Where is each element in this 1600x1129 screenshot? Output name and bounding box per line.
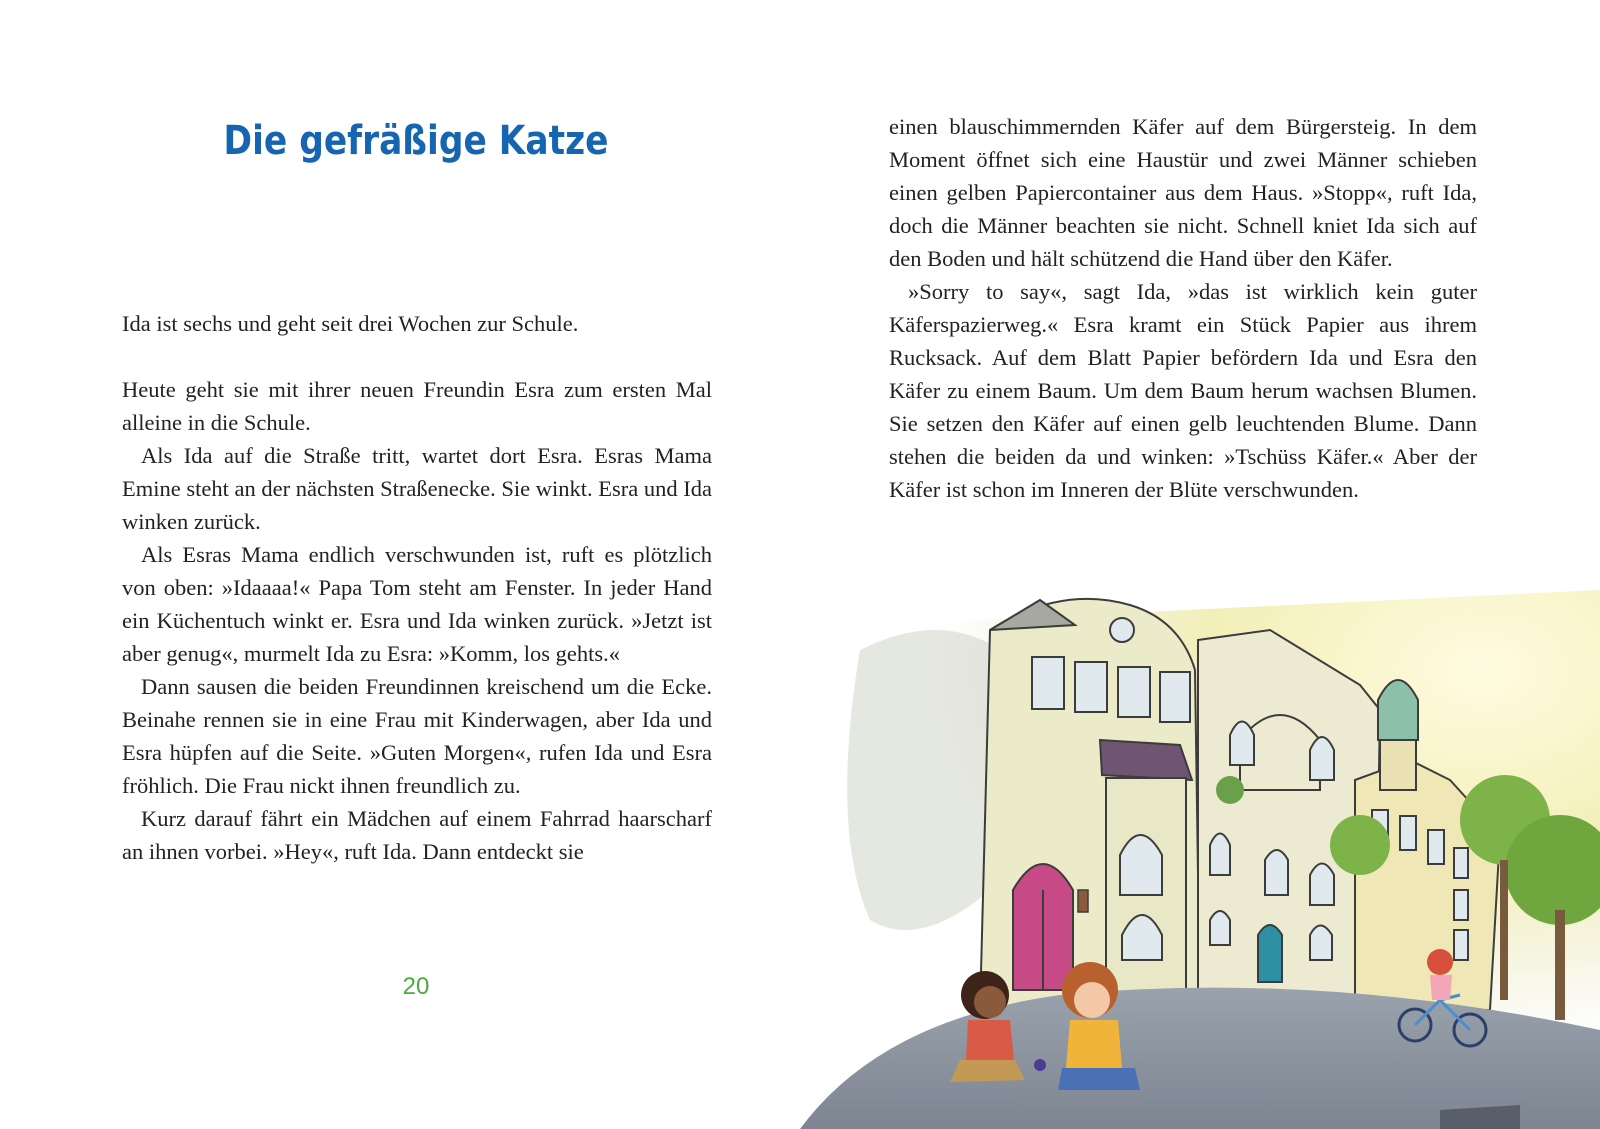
left-body-text (122, 307, 712, 868)
right-body-text (889, 110, 1477, 506)
paragraph: Heute geht sie mit ihrer neuen Freundin Esra zum ersten Mal alleine in die Schule. (122, 377, 712, 435)
beetle (1034, 1059, 1046, 1071)
paragraph: Als Ida auf die Straße tritt, wartet dort Esra. Esras Mama Emine steht an der nächsten Straßenecke. Sie winkt. Esra und Ida winken zurück. (122, 443, 712, 534)
paragraph: Ida ist sechs und geht seit drei Wochen zur Schule. (122, 311, 579, 336)
chapter-title: Die gefräßige Katze (223, 118, 609, 164)
paragraph: Als Esras Mama endlich verschwunden ist, ruft es plötzlich von oben: »Idaaaa!« Papa Tom steht am Fenster. In jeder Hand ein Küchentuch winkt er. Esra und Ida winken zurück. »Jetzt ist aber genug«, murmelt Ida zu Esra: »Komm, los gehts.« (122, 542, 712, 666)
paragraph: Dann sausen die beiden Freundinnen kreischend um die Ecke. Beinahe rennen sie in eine Frau mit Kinderwagen, aber Ida und Esra hüpfen auf die Seite. »Guten Morgen«, rufen Ida und Esra fröhlich. Die Frau nickt ihnen freundlich zu. (122, 674, 712, 798)
shadow-silhouette (847, 630, 1000, 930)
page-number: 20 (402, 973, 430, 1000)
paragraph: »Sorry to say«, sagt Ida, »das ist wirklich kein guter Käferspazierweg.« Esra kramt ein Stück Papier aus ihrem Rucksack. Auf dem Blatt Papier befördern Ida und Esra den Käfer zu einem Baum. Um dem Baum herum wachsen Blumen. Sie setzen den Käfer auf einen gelb leuchtenden Blume. Dann stehen die beiden da und winken: »Tschüss Käfer.« Aber der Käfer ist schon im Inneren der Blüte verschwunden. (889, 279, 1477, 502)
paragraph: einen blauschimmernden Käfer auf dem Bürgersteig. In dem Moment öffnet sich eine Haustür und zwei Männer schieben einen gelben Papiercontainer aus dem Haus. »Stopp«, ruft Ida, doch die Männer beachten sie nicht. Schnell kniet Ida sich auf den Boden und hält schützend die Hand über den Käfer. (889, 114, 1477, 271)
building-left (980, 599, 1200, 1010)
paragraph: Kurz darauf fährt ein Mädchen auf einem Fahrrad haarscharf an ihnen vorbei. »Hey«, ruft Ida. Dann entdeckt sie (122, 806, 712, 864)
street-illustration (800, 590, 1600, 1129)
right-page (800, 0, 1600, 1129)
